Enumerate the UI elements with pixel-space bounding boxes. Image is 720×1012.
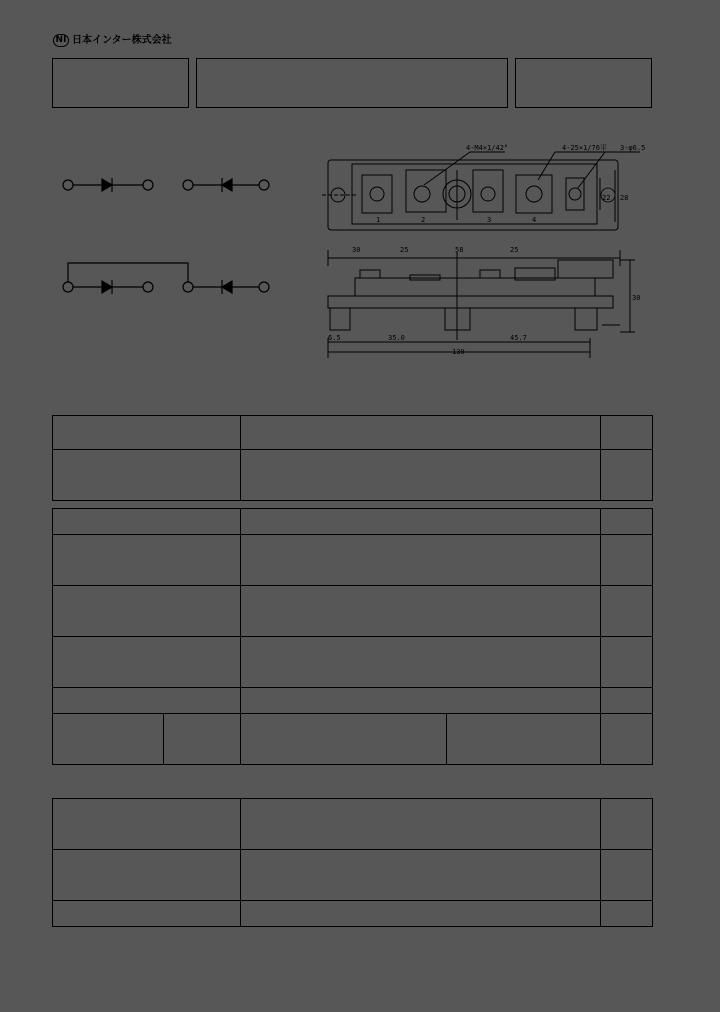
- label-dim-45: 45.7: [510, 334, 527, 342]
- table-cell: [601, 901, 653, 927]
- table-cell: [601, 586, 653, 637]
- table-row: [53, 586, 653, 637]
- table-cell: [53, 637, 241, 688]
- label-terminal-screws: 4-25×1/76平: [562, 144, 607, 152]
- table-cell: [447, 714, 601, 765]
- table-row: [53, 416, 653, 450]
- top-view: [322, 152, 640, 230]
- label-height-b: 28: [620, 194, 629, 202]
- table-cell: [241, 535, 601, 586]
- label-dim-30: 30: [352, 246, 361, 254]
- table-row: [53, 450, 653, 501]
- table-cell: [241, 688, 601, 714]
- label-dim-25b: 25: [510, 246, 519, 254]
- table-row: [53, 509, 653, 535]
- table-cell: [241, 509, 601, 535]
- label-dim-58: 58: [455, 246, 464, 254]
- table-row: [53, 688, 653, 714]
- table-cell: [53, 901, 241, 927]
- table-cell: [601, 850, 653, 901]
- table-cell: [601, 535, 653, 586]
- label-mounting-holes: 4-M4×1/42°: [466, 144, 509, 152]
- table-row: [53, 535, 653, 586]
- circuit-linked: [63, 263, 269, 294]
- table-cell: [601, 799, 653, 850]
- table-cell: [241, 850, 601, 901]
- side-view: [328, 250, 635, 358]
- table-cell: [601, 688, 653, 714]
- table-cell: [53, 586, 241, 637]
- table-cell: [601, 416, 653, 450]
- label-terminal-4: 4: [532, 216, 537, 224]
- company-name: 日本インター株式会社: [72, 35, 172, 46]
- circuit-series-opposed: [63, 178, 269, 192]
- table-cell: [53, 714, 164, 765]
- table-cell: [53, 509, 241, 535]
- table-cell: [241, 799, 601, 850]
- table-cell: [53, 416, 241, 450]
- table-cell: [241, 637, 601, 688]
- company-logo-mark: NI: [53, 34, 69, 47]
- outline-drawing: [320, 140, 650, 365]
- ratings-table-b: [52, 508, 653, 765]
- table-row: [53, 850, 653, 901]
- characteristics-table: [52, 798, 653, 927]
- table-cell: [53, 688, 241, 714]
- table-cell: [53, 535, 241, 586]
- ratings-table-a: [52, 415, 653, 501]
- rating-box: [515, 58, 652, 108]
- table-cell: [53, 850, 241, 901]
- table-cell: [53, 799, 241, 850]
- label-terminal-3: 3: [487, 216, 492, 224]
- label-dim-6: 6.5: [328, 334, 341, 342]
- label-height-a: 22: [602, 194, 611, 202]
- table-cell: [241, 586, 601, 637]
- table-row: [53, 799, 653, 850]
- table-row: [53, 714, 653, 765]
- circuit-diagrams: [55, 165, 280, 305]
- table-cell: [601, 714, 653, 765]
- table-cell: [601, 637, 653, 688]
- table-cell: [241, 901, 601, 927]
- table-cell: [601, 450, 653, 501]
- label-dim-25a: 25: [400, 246, 409, 254]
- table-cell: [601, 509, 653, 535]
- label-terminal-1: 1: [376, 216, 381, 224]
- table-row: [53, 901, 653, 927]
- model-number-box: [52, 58, 189, 108]
- label-dim-35: 35.0: [388, 334, 405, 342]
- label-main-holes: 3-φ6.5: [620, 144, 646, 152]
- product-title-box: [196, 58, 508, 108]
- table-cell: [53, 450, 241, 501]
- table-row: [53, 637, 653, 688]
- label-terminal-2: 2: [421, 216, 426, 224]
- table-cell: [241, 416, 601, 450]
- table-cell: [241, 714, 447, 765]
- label-dim-right: 30: [632, 294, 641, 302]
- label-dim-total: 130: [452, 348, 465, 356]
- table-cell: [241, 450, 601, 501]
- table-cell: [164, 714, 241, 765]
